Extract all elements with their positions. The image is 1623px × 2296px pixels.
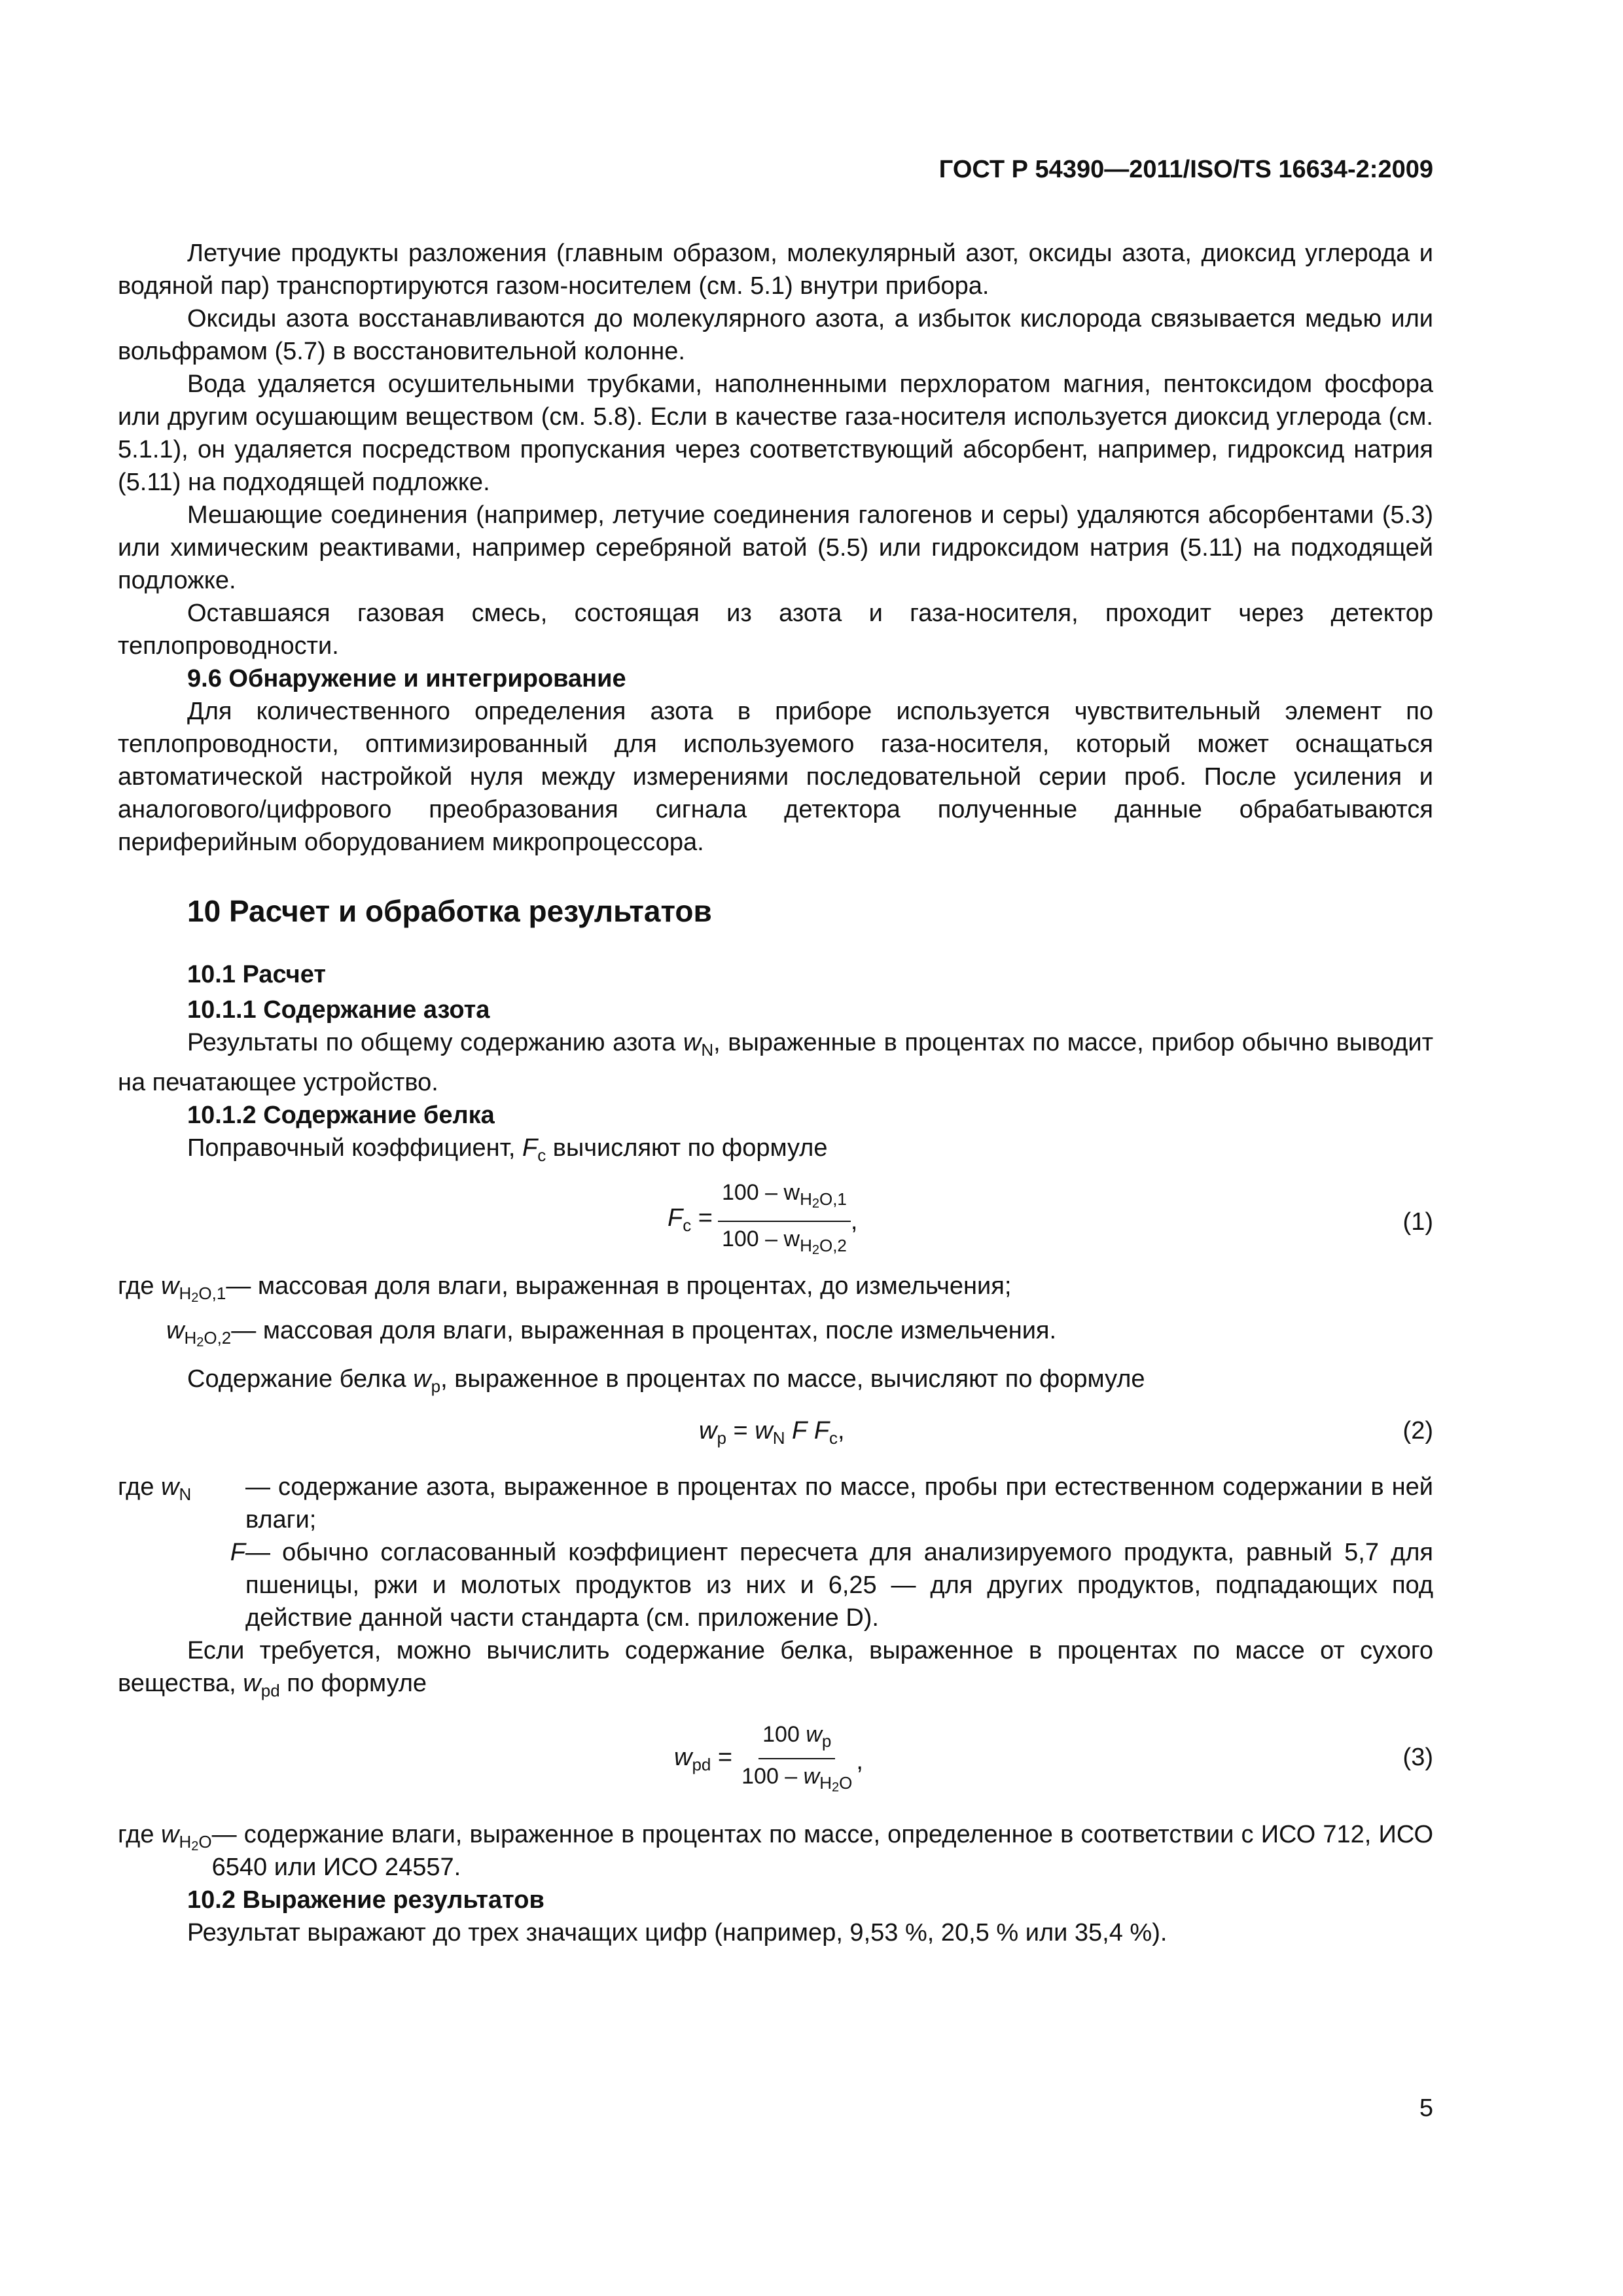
where-list: где $w_N$ — содержание азота, выраженное в процентах по массе, пробы при естественном содержании в ней влаги; [118, 1473, 1433, 1534]
paragraph: Поправочный коэффициент, $F_c$ вычисляют по формуле [187, 1134, 828, 1165]
section-heading-10-1-2: 10.1.2 Содержание белка [187, 1102, 495, 1129]
formula-number: (2) [1402, 1417, 1433, 1444]
formula-number: (3) [1402, 1744, 1433, 1771]
formula-number: (1) [1402, 1208, 1433, 1236]
paragraph: Результат выражают до трех значащих цифр (например, 9,53 %, 20,5 % или 35,4 %). [187, 1919, 1168, 1946]
section-heading-10-1-1: 10.1.1 Содержание азота [187, 996, 490, 1024]
where-list: $w_{H2O,2}$ — массовая доля влаги, выраженная в процентах, после измельчения. [166, 1317, 1057, 1350]
where-list: где $w_{H2O,1}$ — массовая доля влаги, выраженная в процентах, до измельчения; [118, 1272, 1012, 1305]
section-heading-10-1: 10.1 Расчет [187, 961, 326, 988]
paragraph: Оставшаяся газовая смесь, состоящая из азота и газа-носителя, проходит через детектор теплопроводности. [118, 600, 1433, 660]
section-heading-9-6: 9.6 Обнаружение и интегрирование [187, 665, 626, 692]
paragraph: Результаты по общему содержанию азота $w_N$, выраженные в процентах по массе, прибор обычно выводит на печатающее устройство. [118, 1029, 1433, 1096]
paragraph: Летучие продукты разложения (главным образом, молекулярный азот, оксиды азота, диоксид углерода и водяной пар) транспортируются газом-носителем (см. 5.1) внутри прибора. [118, 240, 1433, 300]
paragraph: Содержание белка $w_p$, выраженное в процентах по массе, вычисляют по формуле [187, 1365, 1145, 1396]
formula-2: $w_p = w_N$ F $F_c$, (2) [118, 1403, 1433, 1471]
where-list: F — обычно согласованный коэффициент пересчета для анализируемого продукта, равный 5,7 для пшеницы, ржи и молотых продуктов из них и 6,25 — для других продуктов, подпадающих под действие данной части стандарта (см. приложение D). [230, 1539, 1433, 1632]
paragraph: Для количественного определения азота в приборе используется чувствительный элемент по теплопроводности, оптимизированный для используемого газа-носителя, который может оснащаться автоматической настройкой нуля между измерениями последовательной серии проб. После усиления и аналогового/цифрового преобразования сигнала детектора полученные данные обрабатываются периферийным оборудованием микропроцессора. [118, 698, 1433, 856]
paragraph: Если требуется, можно вычислить содержание белка, выраженное в процентах по массе от сухого вещества, $w_{pd}$ по формуле [118, 1637, 1433, 1700]
paragraph: Мешающие соединения (например, летучие соединения галогенов и серы) удаляются абсорбентами (5.3) или химическим реактивами, например серебряной ватой (5.5) или гидроксидом натрия (5.11) на подходящей подложке. [118, 501, 1433, 594]
formula-1: $F_c$ = $\frac{100 - w_{H2O,1}}{100 - w_{H2O,2}}$ , (1) [118, 1172, 1433, 1270]
where-list: где $w_{H2O}$ — содержание влаги, выраженное в процентах по массе, определенное в соответствии с ИСО 712, ИСО 6540 или ИСО 24557. [118, 1821, 1433, 1881]
paragraph: Оксиды азота восстанавливаются до молекулярного азота, а избыток кислорода связывается медью или вольфрамом (5.7) в восстановительной колонне. [118, 305, 1433, 365]
paragraph: Вода удаляется осушительными трубками, наполненными перхлоратом магния, пентоксидом фосфора или другим осушающим веществом (см. 5.8). Если в качестве газа-носителя используется диоксид углерода (см. 5.1.1), он удаляется посредством пропускания через соответствующий абсорбент, например, гидроксид натрия (5.11) на подходящей подложке. [118, 370, 1433, 496]
formula-3: $w_{pd}$ = $\frac{100 w_p}{100 - w_{H2O}}$ , (3) [118, 1707, 1433, 1818]
page-number: 5 [1419, 2094, 1433, 2122]
section-heading-10-2: 10.2 Выражение результатов [187, 1886, 544, 1914]
document-header: ГОСТ Р 54390—2011/ISO/TS 16634-2:2009 [938, 156, 1433, 183]
document-body [118, 237, 1433, 1949]
section-heading-10: 10 Расчет и обработка результатов [187, 894, 712, 928]
